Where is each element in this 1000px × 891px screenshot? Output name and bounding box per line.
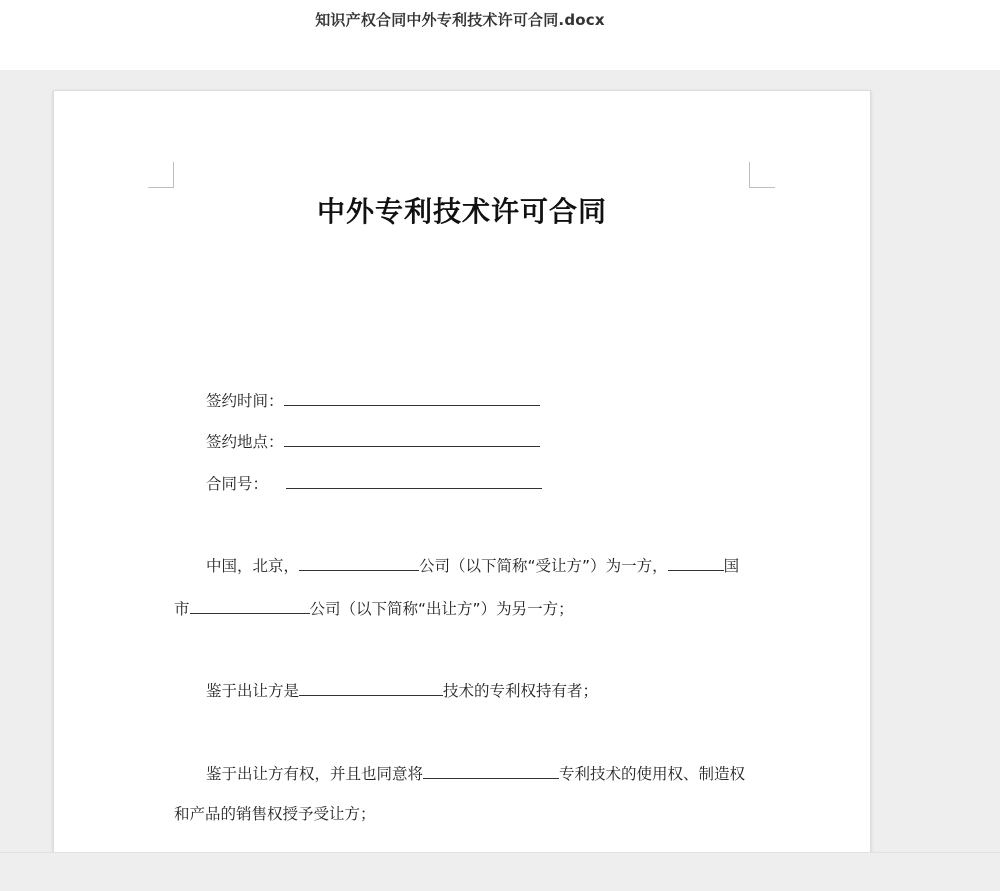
text-run: 专利技术的使用权、制造权 [559,765,746,783]
margin-corner-top-left [148,162,174,188]
paragraph-whereas-2-line-2 [174,804,376,824]
blank-line [299,554,419,571]
field-signing-place [206,430,540,452]
paragraph-parties-line-1 [206,554,739,576]
blank-line [286,472,542,489]
document-heading: 中外专利技术许可合同 [316,195,607,228]
margin-corner-top-right [749,162,775,188]
field-signing-time [206,389,540,411]
text-run: 公司（以下简称“出让方”）为另一方； [309,600,574,618]
text-run: 公司（以下简称“受让方”）为一方， [419,557,668,575]
text-run: 鉴于出让方有权，并且也同意将 [206,765,424,783]
paragraph-parties-line-2 [174,597,574,619]
bottom-bar [0,852,1000,891]
text-run: 鉴于出让方是 [206,682,300,700]
blank-line [190,597,310,614]
blank-line [423,762,559,779]
text-run: 中国，北京， [206,557,300,575]
text-run: 技术的专利权持有者； [443,682,599,700]
field-label: 签约时间： [206,392,284,410]
blank-line [284,430,540,447]
document-viewer[interactable] [0,70,1000,890]
blank-line [284,389,540,406]
document-page [53,90,871,862]
document-file-name: 知识产权合同中外专利技术许可合同.docx [315,11,605,29]
blank-line [299,679,443,696]
field-label: 合同号： [206,475,269,493]
field-contract-number [206,472,542,494]
paragraph-whereas-1 [206,679,598,701]
text-run: 市 [174,600,190,618]
top-bar [0,0,1000,70]
field-label: 签约地点： [206,433,284,451]
text-run: 国 [723,557,740,575]
blank-line [668,554,724,571]
paragraph-whereas-2-line-1 [206,762,745,784]
text-run: 和产品的销售权授予受让方； [174,805,376,823]
